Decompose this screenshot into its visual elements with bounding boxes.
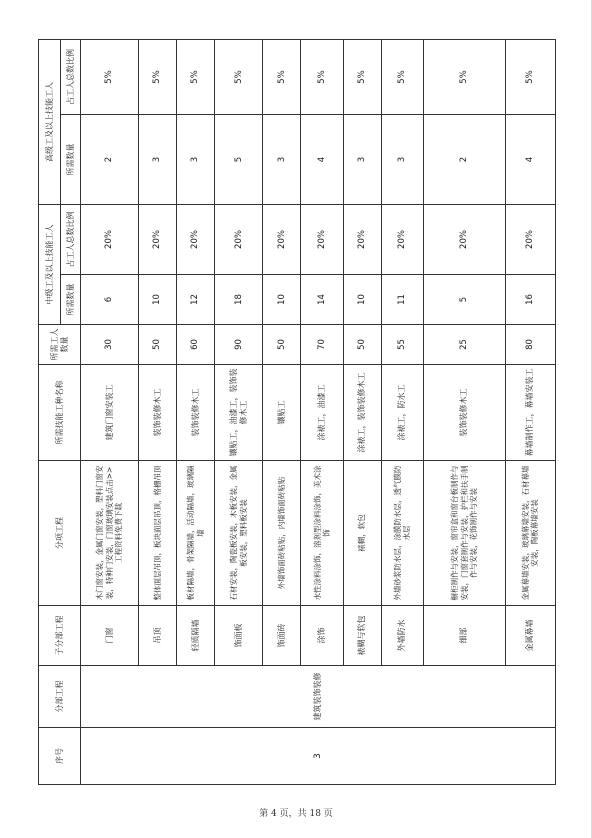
mid-count-cell: 11 — [381, 275, 423, 325]
high-ratio-cell: 5% — [381, 40, 423, 115]
high-ratio-cell: 5% — [263, 40, 301, 115]
workers-cell: 70 — [301, 325, 343, 365]
trade-cell: 涂裱工，油漆工 — [301, 365, 343, 461]
high-count-cell: 2 — [81, 115, 139, 205]
workers-cell: 80 — [505, 325, 555, 365]
mid-ratio-cell: 20% — [423, 205, 505, 275]
high-ratio-cell: 5% — [343, 40, 381, 115]
subdivision-cell: 涂饰 — [301, 606, 343, 666]
mid-ratio-cell: 20% — [215, 205, 263, 275]
mid-ratio-cell: 20% — [263, 205, 301, 275]
mid-count-cell: 10 — [139, 275, 177, 325]
high-count-cell: 2 — [423, 115, 505, 205]
subdivision-cell: 轻质隔墙 — [177, 606, 215, 666]
subdivision-cell: 门窗 — [81, 606, 139, 666]
high-count-cell: 4 — [301, 115, 343, 205]
high-count-cell: 3 — [139, 115, 177, 205]
table-row — [81, 40, 139, 785]
trade-cell: 镶贴工，油漆工，装饰装修木工 — [215, 365, 263, 461]
high-count-cell: 3 — [381, 115, 423, 205]
header-mid-ratio: 占工人总数比例 — [61, 205, 81, 275]
workers-cell: 90 — [215, 325, 263, 365]
workers-cell: 60 — [177, 325, 215, 365]
high-ratio-cell: 5% — [177, 40, 215, 115]
workers-cell: 50 — [263, 325, 301, 365]
trade-cell: 建筑门窗安装工 — [81, 365, 139, 461]
skills-table — [38, 39, 556, 785]
trade-cell: 装饰装修木工 — [423, 365, 505, 461]
header-high-count: 所需数量 — [61, 115, 81, 205]
trade-cell: 涂裱工，防水工 — [381, 365, 423, 461]
header-division: 分部工程 — [39, 666, 81, 728]
high-count-cell: 4 — [505, 115, 555, 205]
high-ratio-cell: 5% — [139, 40, 177, 115]
workers-cell: 50 — [139, 325, 177, 365]
rotated-table-sheet — [38, 40, 556, 785]
high-ratio-cell: 5% — [505, 40, 555, 115]
header-workers: 所需工人数量 — [39, 325, 81, 365]
mid-ratio-cell: 20% — [505, 205, 555, 275]
mid-count-cell: 12 — [177, 275, 215, 325]
mid-count-cell: 14 — [301, 275, 343, 325]
seq-cell: 3 — [81, 728, 556, 785]
mid-count-cell: 16 — [505, 275, 555, 325]
division-cell: 建筑装饰装修 — [81, 666, 556, 728]
workers-cell: 25 — [423, 325, 505, 365]
page-footer: 第 4 页，共 18 页 — [259, 809, 333, 819]
item-cell: 水性涂料涂饰，溶剂型涂料涂饰，美术涂饰 — [301, 461, 343, 606]
item-cell: 木门窗安装，金属门窗安装，塑料门窗安装，特种门安装，门窗玻璃安装点击>>工程资料免费下载 — [81, 461, 139, 606]
high-ratio-cell: 5% — [81, 40, 139, 115]
high-ratio-cell: 5% — [215, 40, 263, 115]
high-ratio-cell: 5% — [423, 40, 505, 115]
mid-ratio-cell: 20% — [381, 205, 423, 275]
header-mid-count: 所需数量 — [61, 275, 81, 325]
mid-ratio-cell: 20% — [301, 205, 343, 275]
mid-count-cell: 6 — [81, 275, 139, 325]
trade-cell: 涂裱工，装饰装修木工 — [343, 365, 381, 461]
item-cell: 板材隔墙，骨架隔墙，活动隔墙，玻璃隔墙 — [177, 461, 215, 606]
trade-cell: 幕墙制作工，幕墙安装工 — [505, 365, 555, 461]
workers-cell: 30 — [81, 325, 139, 365]
trade-cell: 装饰装修木工 — [177, 365, 215, 461]
workers-cell: 50 — [343, 325, 381, 365]
subdivision-cell: 金属幕墙 — [505, 606, 555, 666]
subdivision-cell: 外墙防水 — [381, 606, 423, 666]
header-high-ratio: 占工人总数比例 — [61, 40, 81, 115]
header-mid-group: 中级工及以上技能工人 — [39, 205, 61, 325]
mid-count-cell: 10 — [343, 275, 381, 325]
item-cell: 橱柜制作与安装，窗帘盒和窗台板制作与安装，门窗套制作与安装，护栏和扶手制作与安装，花饰制作与安装 — [423, 461, 505, 606]
mid-ratio-cell: 20% — [177, 205, 215, 275]
item-cell: 金属幕墙安装，玻璃幕墙安装，石材幕墙安装，陶板幕墙安装 — [505, 461, 555, 606]
workers-cell: 55 — [381, 325, 423, 365]
item-cell: 外墙饰面砖粘贴，内墙饰面砖粘贴 — [263, 461, 301, 606]
mid-count-cell: 5 — [423, 275, 505, 325]
header-item: 分项工程 — [39, 461, 81, 606]
header-seq: 序号 — [39, 728, 81, 785]
trade-cell: 镶贴工 — [263, 365, 301, 461]
mid-ratio-cell: 20% — [343, 205, 381, 275]
header-high-group: 高级工及以上技能工人 — [39, 40, 61, 205]
mid-ratio-cell: 20% — [139, 205, 177, 275]
subdivision-cell: 细部 — [423, 606, 505, 666]
subdivision-cell: 饰面板 — [215, 606, 263, 666]
subdivision-cell: 吊顶 — [139, 606, 177, 666]
item-cell: 石材安装，陶瓷板安装，木板安装，金属板安装，塑料板安装 — [215, 461, 263, 606]
trade-cell: 装饰装修木工 — [139, 365, 177, 461]
mid-ratio-cell: 20% — [81, 205, 139, 275]
item-cell: 整体面层吊顶，板块面层吊顶，格栅吊顶 — [139, 461, 177, 606]
high-ratio-cell: 5% — [301, 40, 343, 115]
item-cell: 裱糊，软包 — [343, 461, 381, 606]
mid-count-cell: 18 — [215, 275, 263, 325]
mid-count-cell: 10 — [263, 275, 301, 325]
subdivision-cell: 饰面砖 — [263, 606, 301, 666]
header-subdivision: 子分部工程 — [39, 606, 81, 666]
high-count-cell: 5 — [215, 115, 263, 205]
high-count-cell: 3 — [263, 115, 301, 205]
high-count-cell: 3 — [343, 115, 381, 205]
high-count-cell: 3 — [177, 115, 215, 205]
subdivision-cell: 裱糊与软包 — [343, 606, 381, 666]
item-cell: 外墙砂浆防水层，涂膜防水层，透气膜防水层 — [381, 461, 423, 606]
header-trade: 所需技能工种名称 — [39, 365, 81, 461]
